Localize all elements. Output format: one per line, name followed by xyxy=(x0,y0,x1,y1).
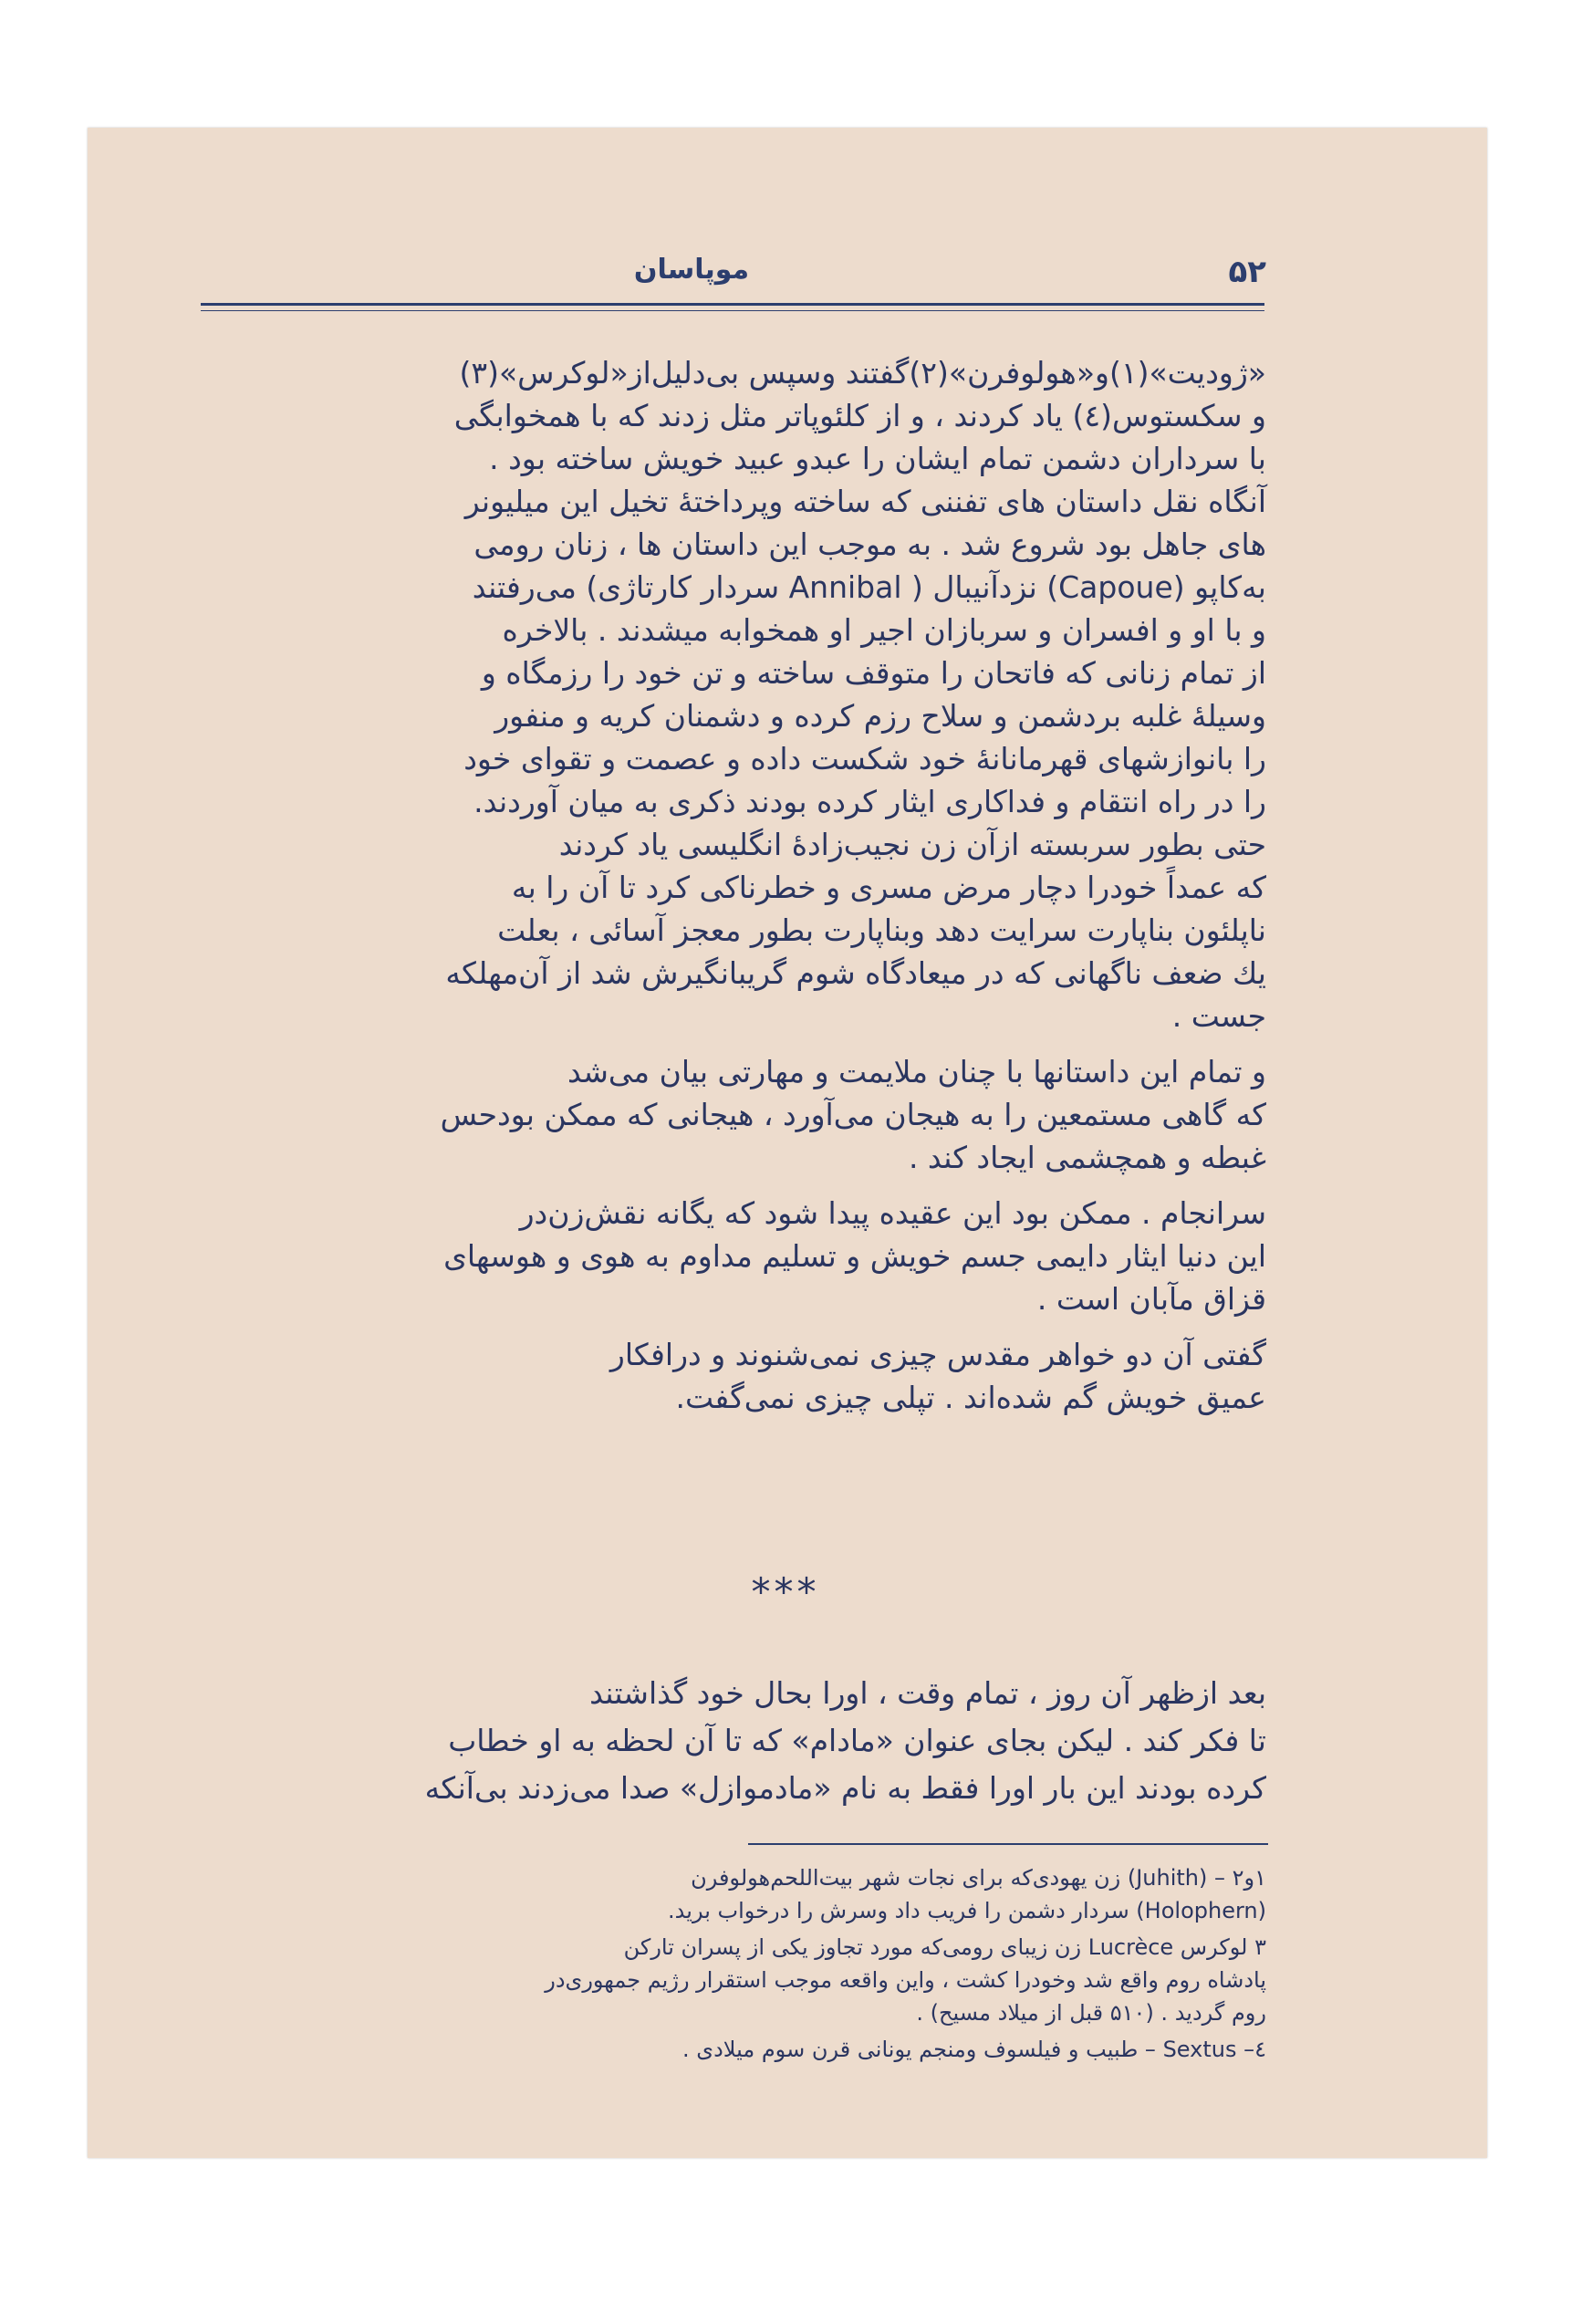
main-text xyxy=(208,351,1266,1432)
text-line: کرده بودند این بار اورا فقط به نام «مادموازل» صدا می‌زدند بی‌آنکه xyxy=(424,1770,1266,1806)
text-line: و سکستوس(٤) یاد کردند ، و از کلئوپاتر مثل زدند که با همخوابگی xyxy=(453,398,1266,433)
text-line: از تمام زنانی که فاتحان را متوقف ساخته و تن خود را رزمگاه و xyxy=(481,655,1266,691)
footnote-line: پادشاه روم واقع شد وخودرا کشت ، واین واقعه موجب استقرار رژیم جمهوری‌در xyxy=(545,1967,1266,1993)
paragraph xyxy=(208,1333,1266,1419)
text-line: را در راه انتقام و فداکاری ایثار کرده بودند ذکری به میان آوردند. xyxy=(473,784,1266,819)
text-line: های جاهل بود شروع شد . به موجب این داستان ها ، زنان رومی xyxy=(473,526,1266,562)
paragraph xyxy=(208,1192,1266,1320)
text-line: سرانجام . ممکن بود این عقیده پیدا شود که یگانه نقش‌زن‌در xyxy=(519,1195,1266,1231)
text-line: به‌کاپو (Capoue) نزدآنیبال ( Annibal سردار کارتاژی) می‌رفتند xyxy=(472,569,1266,605)
page-number: ۵۲ xyxy=(1228,254,1266,290)
text-line: جست . xyxy=(1171,998,1266,1034)
header-rule xyxy=(201,303,1264,306)
text-line: عمیق خویش گم شده‌اند . تپلی چیزی نمی‌گفت. xyxy=(675,1380,1266,1415)
footnote xyxy=(208,1861,1266,1927)
text-line: با سرداران دشمن تمام ایشان را عبدو عبید خویش ساخته بود . xyxy=(489,441,1266,476)
footnote xyxy=(208,1931,1266,2029)
footnotes xyxy=(208,1861,1266,2069)
text-line: که عمداً خودرا دچار مرض مسری و خطرناکی کرد تا آن را به xyxy=(511,870,1266,905)
header-rule-thin xyxy=(201,310,1264,311)
footnote xyxy=(208,2033,1266,2066)
paragraph xyxy=(208,1050,1266,1179)
footnote-line: ۱و۲ – (Juhith) زن یهودی‌که برای نجات شهر بیت‌اللحم‌هولوفرن xyxy=(691,1865,1266,1891)
text-line: آنگاه نقل داستان های تفننی که ساخته وپرداختهٔ تخیل این میلیونر xyxy=(464,484,1266,519)
paragraph xyxy=(208,351,1266,1037)
footnote-line: روم گردید . (۵۱۰ قبل از میلاد مسیح) . xyxy=(916,2000,1266,2026)
text-line: حتی بطور سربسته ازآن زن نجیب‌زادهٔ انگلیسی یاد کردند xyxy=(558,827,1266,862)
text-line: «ژودیت»(۱)و«هولوفرن»(۲)گفتند وسپس بی‌دلیل‌از«لوکرس»(۳) xyxy=(459,355,1266,391)
text-line: غبطه و همچشمی ایجاد کند . xyxy=(908,1140,1266,1175)
text-line: و با او و افسران و سربازان اجیر او همخوابه میشدند . بالاخره xyxy=(502,612,1266,648)
footnote-line: ۳ لوکرس Lucrèce زن زیبای رومی‌که مورد تجاوز یکی از پسران تارکن xyxy=(623,1934,1266,1960)
text-line: و تمام این داستانها با چنان ملایمت و مهارتی بیان می‌شد xyxy=(567,1054,1266,1089)
text-line: وسیلهٔ غلبه بردشمن و سلاح رزم کرده و دشمنان کریه و منفور xyxy=(494,698,1266,734)
text-line: را بانوازشهای قهرمانانهٔ خود شکست داده و عصمت و تقوای خود xyxy=(463,741,1266,776)
closing-text xyxy=(208,1670,1266,1812)
section-separator: *** xyxy=(751,1569,820,1614)
text-line: که گاهی مستمعین را به هیجان می‌آورد ، هیجانی که ممکن بودحس xyxy=(440,1097,1266,1132)
footnote-line: ٤– Sextus – طبیب و فیلسوف ومنجم یونانی قرن سوم میلادی . xyxy=(682,2037,1266,2062)
text-line: ناپلئون بناپارت سرایت دهد وبناپارت بطور معجز آسائی ، بعلت xyxy=(497,912,1266,948)
text-line: تا فکر کند . لیکن بجای عنوان «مادام» که تا آن لحظه به او خطاب xyxy=(448,1723,1266,1758)
page-header xyxy=(117,246,1266,301)
running-title: موپاسان xyxy=(633,254,750,286)
footnote-line: (Holophern) سردار دشمن را فریب داد وسرش را درخواب برید. xyxy=(668,1898,1266,1923)
footnote-rule xyxy=(748,1843,1268,1845)
text-line: این دنیا ایثار دایمی جسم خویش و تسلیم مداوم به هوی و هوسهای xyxy=(443,1238,1266,1274)
text-line: یك ضعف ناگهانی که در میعادگاه شوم گریبانگیرش شد از آن‌مهلکه xyxy=(445,955,1266,991)
text-line: قزاق مآبان است . xyxy=(1036,1281,1266,1317)
text-line: گفتی آن دو خواهر مقدس چیزی نمی‌شنوند و درافکار xyxy=(609,1337,1266,1372)
text-line: بعد ازظهر آن روز ، تمام وقت ، اورا بحال خود گذاشتند xyxy=(589,1675,1266,1711)
